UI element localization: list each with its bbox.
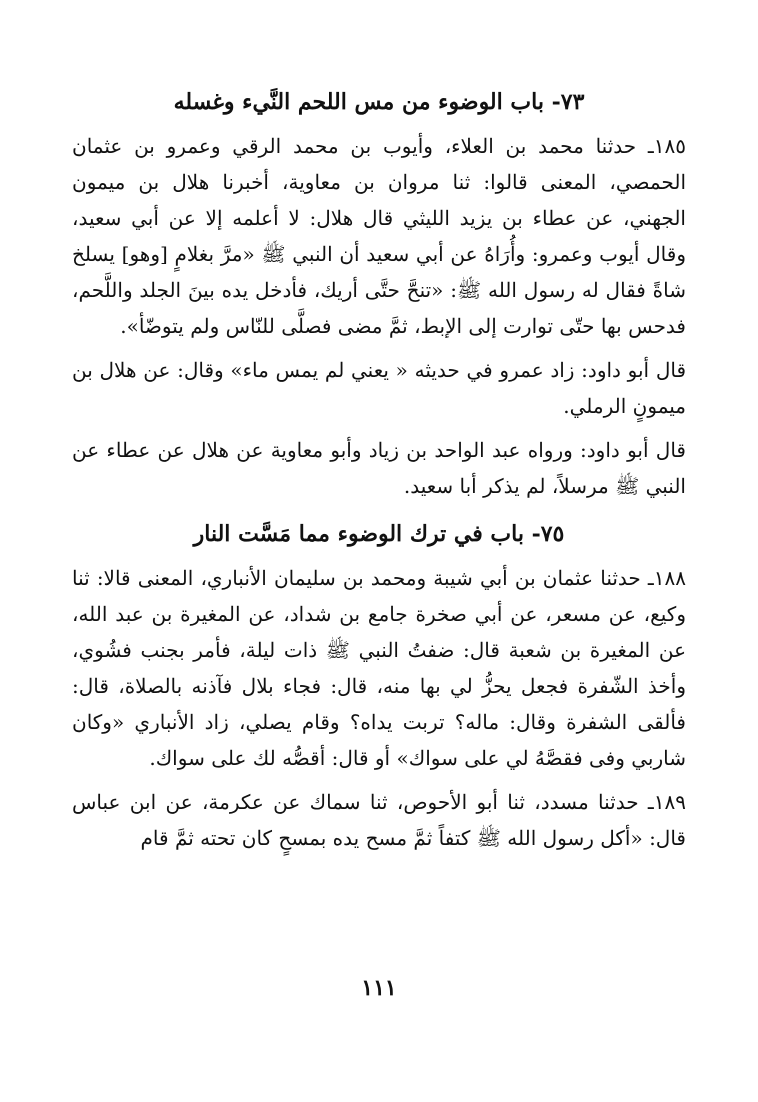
abu-dawud-note-1: قال أبو داود: زاد عمرو في حديثه « يعني لم يمس ماء» وقال: عن هلال بن ميمونٍ الرملي.	[72, 358, 687, 418]
chapter-73-heading: ٧٣- باب الوضوء من مس اللحم النَّيء وغسله	[173, 89, 585, 115]
hadith-189-paragraph: ١٨٩ـ حدثنا مسدد، ثنا أبو الأحوص، ثنا سماك عن عكرمة، عن ابن عباس قال: «أكل رسول الله ﷺ كتفاً ثمَّ مسح يده بمسحٍ كان تحته ثمَّ قام	[72, 790, 686, 850]
chapter-75-heading: ٧٥- باب في ترك الوضوء مما مَسَّت النار	[193, 521, 565, 547]
page-number: ١١١	[361, 975, 397, 1001]
abu-dawud-note-2: قال أبو داود: ورواه عبد الواحد بن زياد وأبو معاوية عن هلال عن عطاء عن النبي ﷺ مرسلاً، لم يذكر أبا سعيد.	[72, 438, 686, 498]
hadith-185-paragraph: ١٨٥ـ حدثنا محمد بن العلاء، وأيوب بن محمد الرقي وعمرو بن عثمان الحمصي، المعنى قالوا: ثنا مروان بن معاوية، أخبرنا هلال بن ميمون الجهني، عن عطاء بن يزيد الليثي قال هلال: لا أعلمه إلا عن أبي سعيد، وقال أيوب وعمرو: وأُرَاهُ عن أبي سعيد أن النبي ﷺ «مرَّ بغلامٍ [وهو] يسلخ شاةً فقال له رسول الله ﷺ: «تنحَّ حتَّى أريك، فأدخل يده بينَ الجلد واللَّحم، فدحس بها حتّى توارت إلى الإبط، ثمَّ مضى فصلَّى للنّاس ولم يتوضّأ».	[72, 134, 686, 338]
hadith-188-paragraph: ١٨٨ـ حدثنا عثمان بن أبي شيبة ومحمد بن سليمان الأنباري، المعنى قالا: ثنا وكيع، عن مسعر، عن أبي صخرة جامع بن شداد، عن المغيرة بن عبد الله، عن المغيرة بن شعبة قال: ضفتُ النبي ﷺ ذات ليلة، فأمر بجنب فشُوي، وأخذ الشّفرة فجعل يحزُّ لي بها منه، قال: فجاء بلال فآذنه بالصلاة، قال: فألقى الشفرة وقال: ماله؟ تربت يداه؟ وقام يصلي، زاد الأنباري «وكان شاربي وفى فقصَّهُ لي على سواك» أو قال: أقصُّه لك على سواك.	[72, 566, 686, 770]
